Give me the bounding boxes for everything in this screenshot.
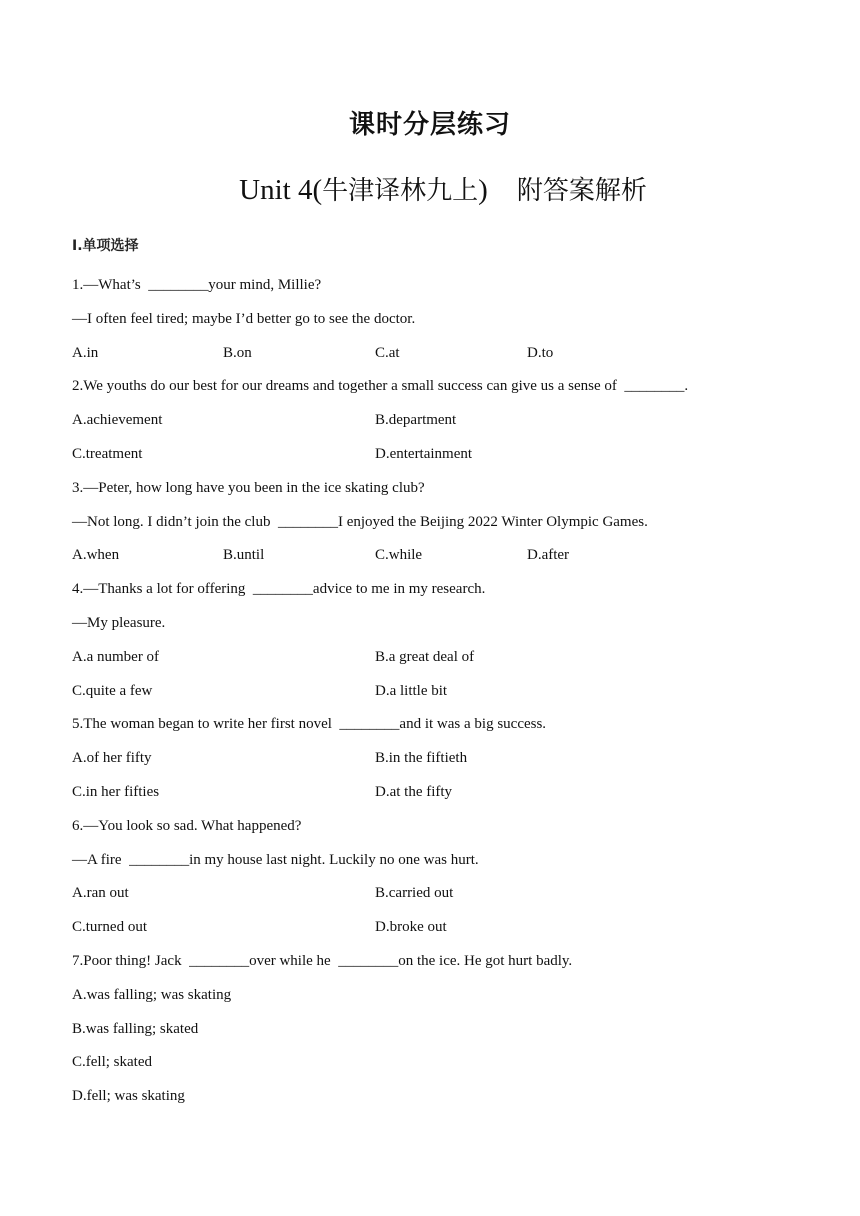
q4-option-c: C.quite a few — [72, 683, 153, 699]
q7-option-d: D.fell; was skating — [72, 1088, 185, 1104]
page-title: 课时分层练习 — [348, 110, 511, 140]
q1-option-d: D.to — [527, 345, 554, 361]
q7-option-a: A.was falling; was skating — [72, 987, 232, 1003]
q2-option-b: B.department — [375, 412, 457, 428]
question-7-stem: 7.Poor thing! Jack ________over while he ________on the ice. He got hurt badly. — [72, 953, 573, 969]
page-subtitle — [0, 170, 860, 207]
q2-option-a: A.achievement — [72, 412, 163, 428]
q6-option-a: A.ran out — [72, 885, 129, 901]
q6-option-b: B.carried out — [375, 885, 454, 901]
q5-option-c: C.in her fifties — [72, 784, 160, 800]
question-5-stem: 5.The woman began to write her first novel ________and it was a big success. — [72, 716, 547, 732]
question-3-stem: 3.—Peter, how long have you been in the ice skating club? — [72, 480, 425, 496]
q3-option-a: A.when — [72, 547, 120, 563]
q4-option-a: A.a number of — [72, 649, 160, 665]
subtitle-unit: Unit 4( — [239, 174, 323, 206]
question-2-stem: 2.We youths do our best for our dreams and together a small success can give us a sense of ________. — [72, 378, 689, 394]
q6-option-d: D.broke out — [375, 919, 447, 935]
question-1-stem: 1.—What’s ________your mind, Millie? — [72, 277, 322, 293]
q1-option-a: A.in — [72, 345, 99, 361]
q1-option-c: C.at — [375, 345, 400, 361]
question-6-stem: 6.—You look so sad. What happened? — [72, 818, 302, 834]
q4-option-b: B.a great deal of — [375, 649, 475, 665]
question-6-reply: —A fire ________in my house last night. Luckily no one was hurt. — [72, 852, 479, 868]
q4-option-d: D.a little bit — [375, 683, 448, 699]
subtitle-book: 牛津译林九上 — [322, 176, 479, 206]
q6-option-c: C.turned out — [72, 919, 147, 935]
question-4-stem: 4.—Thanks a lot for offering ________advice to me in my research. — [72, 581, 486, 597]
subtitle-suffix: 附答案解析 — [516, 176, 647, 206]
subtitle-close: ) — [478, 174, 488, 206]
q3-option-b: B.until — [223, 547, 265, 563]
q3-option-d: D.after — [527, 547, 570, 563]
q5-option-d: D.at the fifty — [375, 784, 453, 800]
q7-option-b: B.was falling; skated — [72, 1021, 199, 1037]
q5-option-b: B.in the fiftieth — [375, 750, 468, 766]
q7-option-c: C.fell; skated — [72, 1054, 152, 1070]
section-heading: Ⅰ.单项选择 — [72, 238, 139, 254]
q1-option-b: B.on — [223, 345, 252, 361]
question-1-reply: —I often feel tired; maybe I’d better go to see the doctor. — [72, 311, 416, 327]
q5-option-a: A.of her fifty — [72, 750, 152, 766]
question-4-reply: —My pleasure. — [72, 615, 166, 631]
q2-option-c: C.treatment — [72, 446, 143, 462]
q3-option-c: C.while — [375, 547, 423, 563]
question-3-reply: —Not long. I didn’t join the club ________I enjoyed the Beijing 2022 Winter Olympic Games. — [72, 514, 648, 530]
q2-option-d: D.entertainment — [375, 446, 473, 462]
